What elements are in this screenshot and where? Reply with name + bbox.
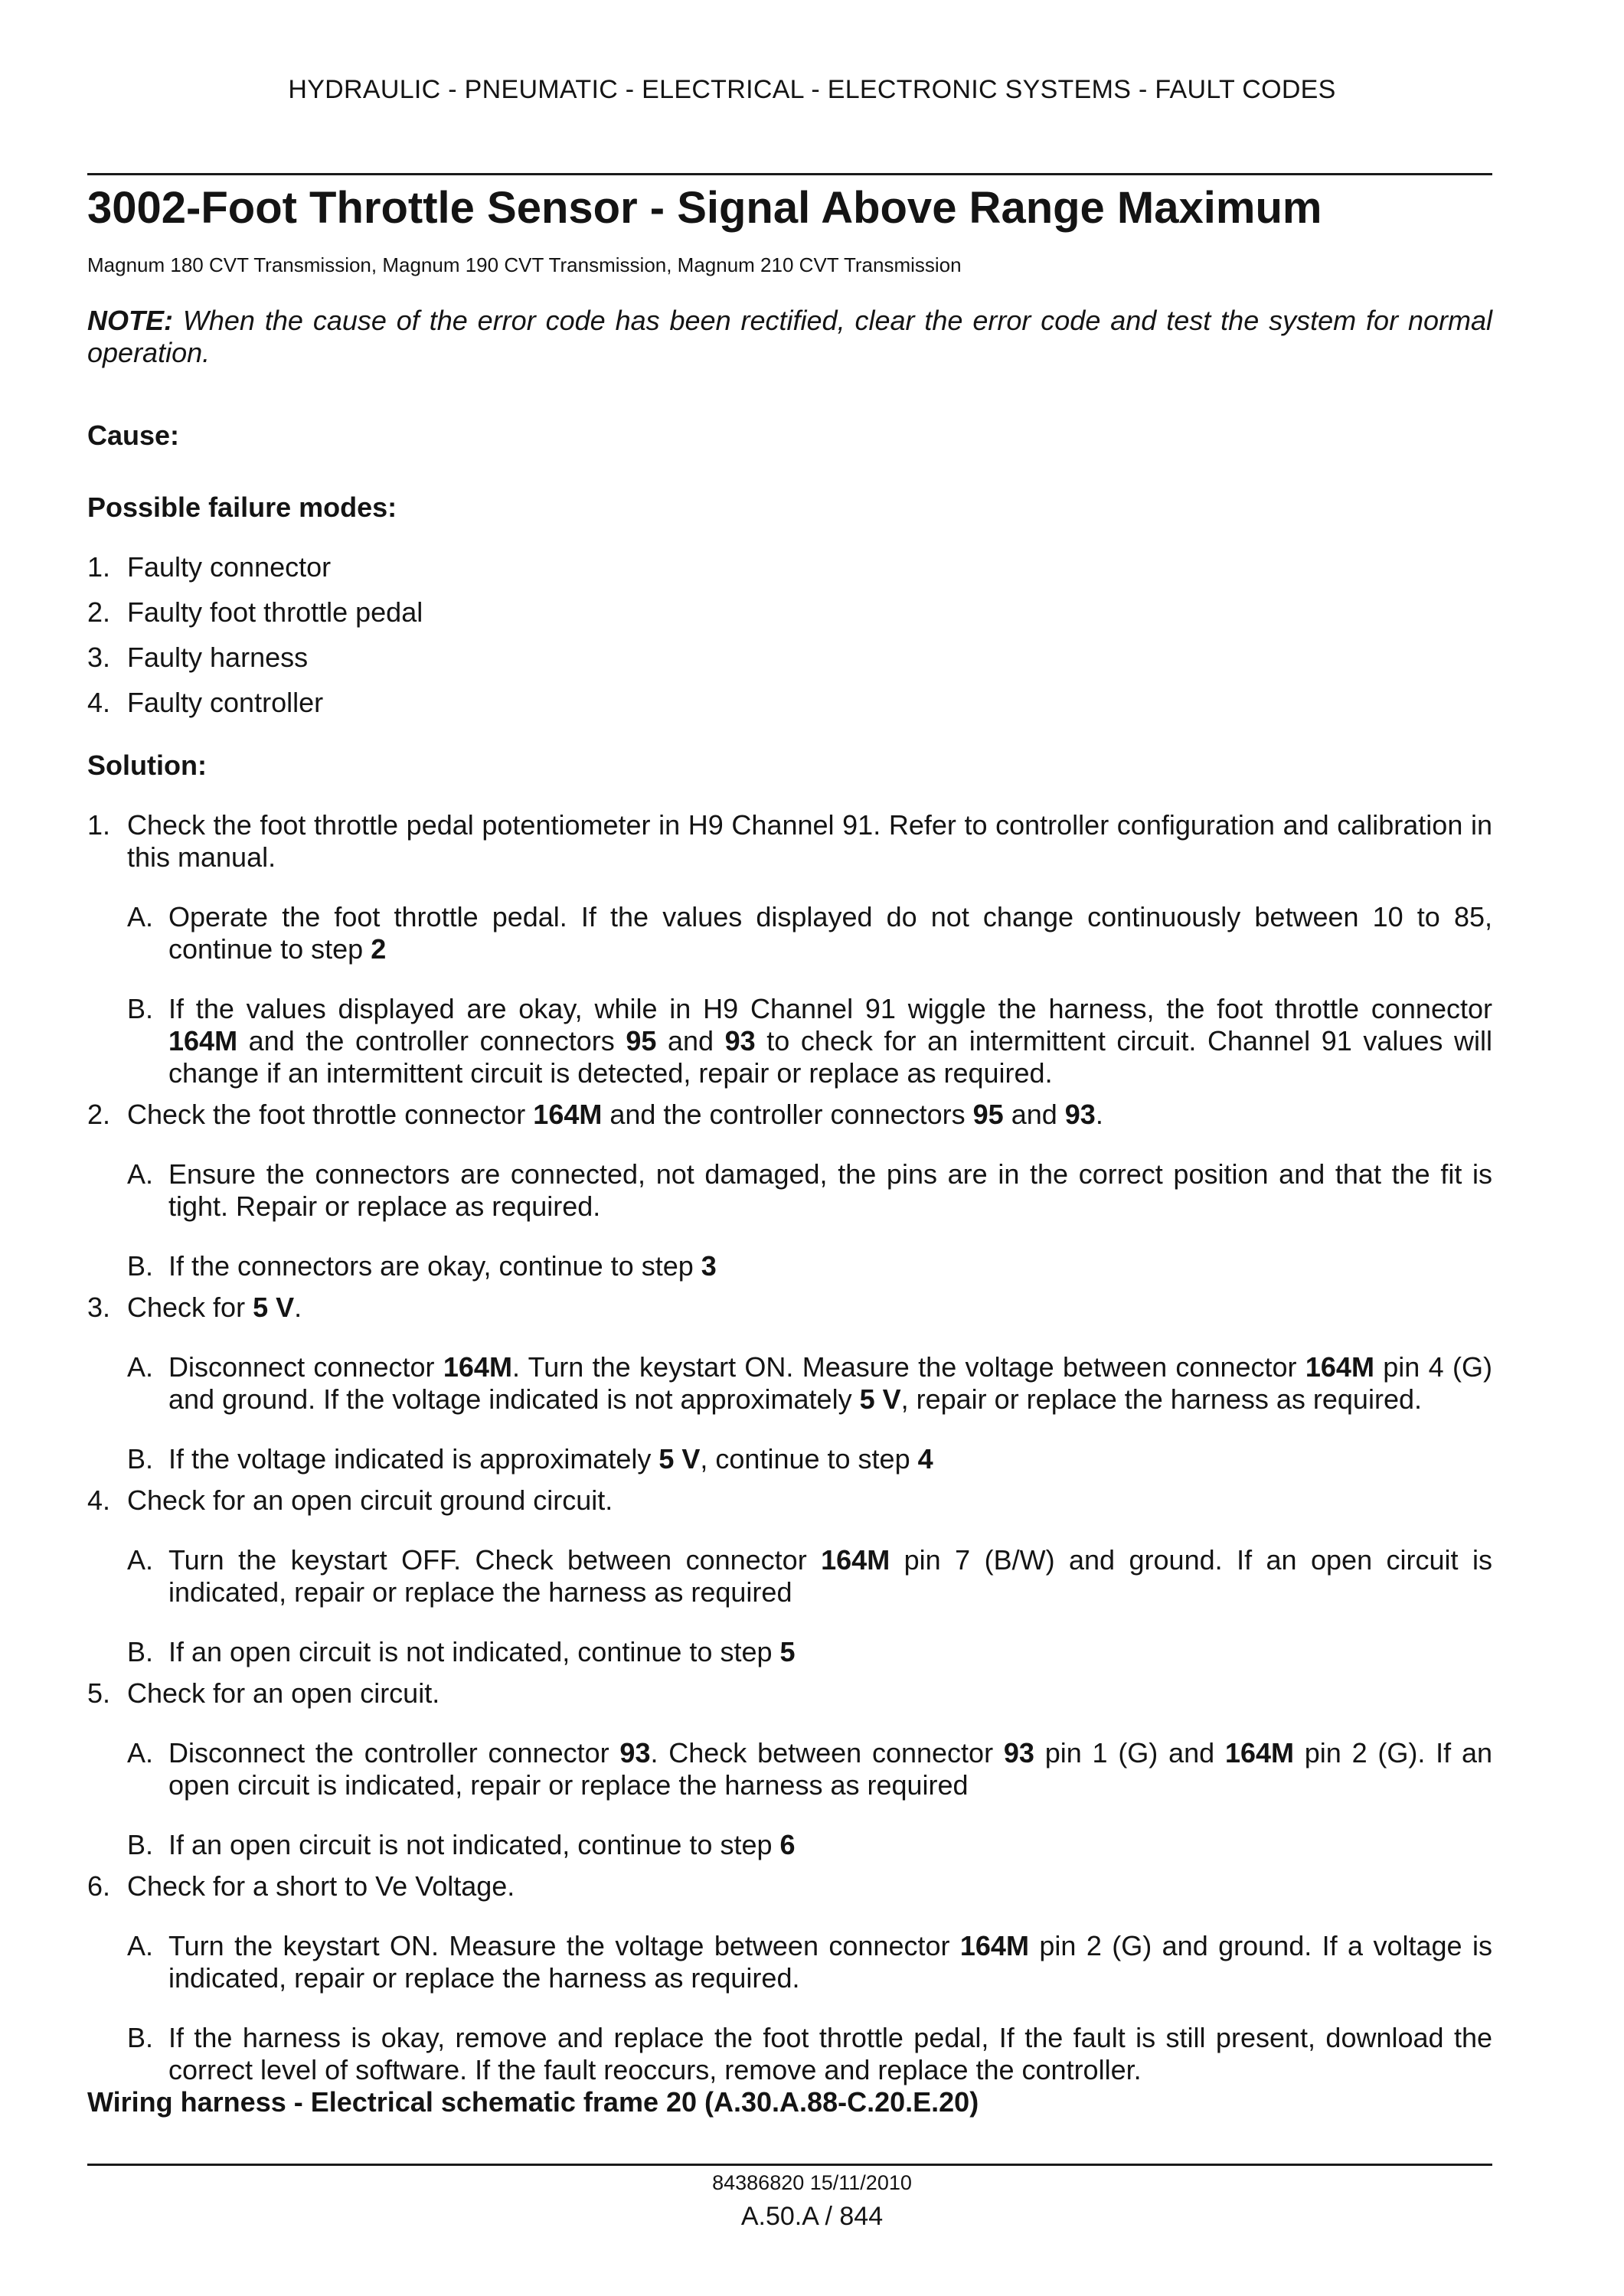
list-item	[87, 596, 1492, 629]
emphasis-text: 164M	[1224, 1737, 1294, 1769]
list-item-text: Faulty harness	[127, 642, 309, 673]
sub-step-letter: B.	[127, 1250, 154, 1282]
sub-step-text	[168, 2022, 1492, 2086]
solution-step	[87, 1870, 1492, 2086]
list-item-text: Faulty connector	[127, 551, 332, 583]
failure-modes-heading: Possible failure modes:	[87, 492, 397, 523]
reference-link[interactable]: Wiring harness - Electrical schematic frame 20 (A.30.A.88-C.20.E.20)	[87, 2086, 979, 2118]
list-item	[87, 642, 1492, 674]
step-text-run: If the harness is okay, remove and replace the foot throttle pedal, If the fault is still present, download the correct level of software. If the fault reoccurs, remove and replace the controller.	[168, 2022, 1492, 2085]
emphasis-text: 5	[779, 1636, 796, 1667]
step-text	[127, 809, 1492, 874]
solution-step	[87, 1292, 1492, 1475]
cause-heading: Cause:	[87, 420, 180, 451]
emphasis-text: 3	[701, 1250, 717, 1282]
step-text-run: Check the foot throttle pedal potentiometer in H9 Channel 91. Refer to controller configuration and calibration in this manual.	[127, 809, 1492, 873]
list-item	[87, 551, 1492, 583]
sub-step	[127, 1351, 1492, 1416]
header-divider	[87, 173, 1492, 175]
step-number: 5.	[87, 1677, 111, 1709]
step-line	[87, 1870, 1492, 1902]
step-text	[127, 1870, 1492, 1902]
sub-step-letter: A.	[127, 1544, 154, 1576]
emphasis-text: 5 V	[859, 1383, 901, 1415]
sub-step-text	[168, 1158, 1492, 1223]
step-text-run: Operate the foot throttle pedal. If the values displayed do not change continuously between 10 to 85, continue to step	[168, 901, 1492, 965]
sub-step	[127, 2022, 1492, 2086]
emphasis-text: 164M	[168, 1025, 238, 1057]
sub-step-text	[168, 1636, 1492, 1668]
step-text-run: Turn the keystart OFF. Check between connector	[168, 1544, 822, 1576]
step-text-run: pin 2 (G) and ground. If a voltage is indicated, repair or replace the harness as required.	[168, 1930, 1492, 1994]
step-text-run: and the controller connectors	[237, 1025, 626, 1057]
sub-step-letter: B.	[127, 2022, 154, 2053]
solution-step	[87, 1099, 1492, 1282]
step-text-run: pin 2 (G). If an open circuit is indicated, repair or replace the harness as required	[168, 1737, 1493, 1801]
sub-step	[127, 1158, 1492, 1223]
step-text-run: Disconnect connector	[168, 1351, 443, 1383]
list-item-text: Faulty foot throttle pedal	[127, 596, 423, 628]
solution-step	[87, 1677, 1492, 1861]
step-text-run: . Check between connector	[650, 1737, 1004, 1769]
sub-step-text	[168, 1829, 1492, 1861]
step-text-run: If the voltage indicated is approximately	[168, 1443, 659, 1475]
emphasis-text: 93	[724, 1025, 756, 1057]
step-text-run: and	[1003, 1099, 1065, 1130]
sub-step-letter: B.	[127, 993, 154, 1024]
step-line	[87, 1292, 1492, 1324]
sub-step-text	[168, 901, 1492, 965]
sub-step-letter: B.	[127, 1636, 154, 1667]
solution-heading: Solution:	[87, 750, 207, 781]
step-text-run: .	[1095, 1099, 1103, 1130]
list-item-number: 2.	[87, 596, 111, 628]
step-text-run: Check for a short to Ve Voltage.	[127, 1870, 515, 1902]
list-item-number: 3.	[87, 642, 111, 673]
solution-steps	[87, 809, 1492, 2086]
sub-step-text	[168, 1737, 1492, 1801]
applicability-line: Magnum 180 CVT Transmission, Magnum 190 CVT Transmission, Magnum 210 CVT Transmission	[87, 253, 962, 276]
step-text-run: pin 1 (G) and	[1034, 1737, 1225, 1769]
step-text-run: to check for an intermittent circuit. Channel 91 values will change if an intermittent circuit is detected, repair or replace as required.	[168, 1025, 1493, 1089]
step-text-run: , continue to step	[700, 1443, 918, 1475]
step-text-run: pin 4 (G) and ground. If the voltage indicated is not approximately	[168, 1351, 1493, 1415]
step-line	[87, 1484, 1492, 1517]
sub-step	[127, 1636, 1492, 1668]
content-area	[87, 178, 1492, 2118]
page-title: 3002-Foot Throttle Sensor - Signal Above Range Maximum	[87, 183, 1322, 233]
sub-step	[127, 1829, 1492, 1861]
sub-step-text	[168, 1930, 1492, 1994]
step-text-run: If the values displayed are okay, while in H9 Channel 91 wiggle the harness, the foot throttle connector	[168, 993, 1492, 1024]
sub-step	[127, 1544, 1492, 1609]
emphasis-text: 164M	[533, 1099, 603, 1130]
sub-step	[127, 1930, 1492, 1994]
step-text-run: Check for an open circuit.	[127, 1677, 440, 1709]
step-number: 6.	[87, 1870, 111, 1902]
step-text	[127, 1677, 1492, 1710]
step-number: 3.	[87, 1292, 111, 1323]
emphasis-text: 6	[779, 1829, 796, 1860]
step-text-run: .	[294, 1292, 302, 1323]
emphasis-text: 95	[972, 1099, 1004, 1130]
step-text-run: If the connectors are okay, continue to step	[168, 1250, 701, 1282]
sub-step	[127, 1443, 1492, 1475]
emphasis-text: 164M	[821, 1544, 890, 1576]
step-text	[127, 1099, 1492, 1131]
running-header: HYDRAULIC - PNEUMATIC - ELECTRICAL - ELECTRONIC SYSTEMS - FAULT CODES	[288, 75, 1336, 104]
step-text-run: Disconnect the controller connector	[168, 1737, 620, 1769]
emphasis-text: 164M	[1305, 1351, 1374, 1383]
page-number: A.50.A / 844	[740, 2202, 884, 2231]
emphasis-text: 93	[1064, 1099, 1096, 1130]
step-text-run: and the controller connectors	[602, 1099, 973, 1130]
sub-step-text	[168, 1250, 1492, 1282]
sub-step-letter: A.	[127, 1158, 154, 1190]
step-text	[127, 1292, 1492, 1324]
sub-step-text	[168, 993, 1492, 1089]
solution-step	[87, 1484, 1492, 1668]
solution-step	[87, 809, 1492, 1089]
step-line	[87, 809, 1492, 874]
step-text-run: pin 7 (B/W) and ground. If an open circuit is indicated, repair or replace the harness as required	[168, 1544, 1492, 1608]
sub-step-text	[168, 1443, 1492, 1475]
step-text-run: and	[656, 1025, 725, 1057]
step-line	[87, 1099, 1492, 1131]
step-text-run: Check for	[127, 1292, 253, 1323]
list-item-number: 1.	[87, 551, 111, 583]
step-text-run: Check the foot throttle connector	[127, 1099, 534, 1130]
step-text	[127, 1484, 1492, 1517]
emphasis-text: 93	[619, 1737, 651, 1769]
list-item-text: Faulty controller	[127, 687, 324, 718]
sub-step-text	[168, 1351, 1492, 1416]
emphasis-text: 5 V	[658, 1443, 701, 1475]
step-text-run: Turn the keystart ON. Measure the voltage between connector	[168, 1930, 960, 1961]
sub-step-letter: A.	[127, 901, 154, 932]
emphasis-text: 2	[371, 933, 387, 965]
note-label: NOTE:	[87, 305, 173, 336]
sub-step-letter: A.	[127, 1737, 154, 1769]
emphasis-text: 95	[626, 1025, 657, 1057]
step-line	[87, 1677, 1492, 1710]
sub-step-letter: B.	[127, 1829, 154, 1860]
sub-step	[127, 1250, 1492, 1282]
sub-step-letter: B.	[127, 1443, 154, 1475]
step-number: 1.	[87, 809, 111, 841]
sub-step	[127, 901, 1492, 965]
step-text-run: If an open circuit is not indicated, continue to step	[168, 1829, 780, 1860]
emphasis-text: 164M	[959, 1930, 1029, 1961]
step-number: 4.	[87, 1484, 111, 1516]
step-text-run: , repair or replace the harness as required.	[900, 1383, 1422, 1415]
document-id: 84386820 15/11/2010	[712, 2171, 912, 2194]
footer-divider	[87, 2164, 1492, 2166]
step-text-run: Ensure the connectors are connected, not damaged, the pins are in the correct position and that the fit is tight. Repair or replace as required.	[168, 1158, 1492, 1222]
note-text: When the cause of the error code has been rectified, clear the error code and test the system for normal operation.	[87, 305, 1492, 368]
step-text-run: Check for an open circuit ground circuit.	[127, 1484, 613, 1516]
list-item	[87, 687, 1492, 719]
step-text-run: If an open circuit is not indicated, continue to step	[168, 1636, 780, 1667]
list-item-number: 4.	[87, 687, 111, 718]
note-block	[87, 305, 1492, 369]
step-text-run: . Turn the keystart ON. Measure the voltage between connector	[511, 1351, 1305, 1383]
sub-step-letter: A.	[127, 1351, 154, 1383]
sub-step-letter: A.	[127, 1930, 154, 1961]
emphasis-text: 93	[1003, 1737, 1034, 1769]
sub-step	[127, 1737, 1492, 1801]
step-number: 2.	[87, 1099, 111, 1130]
emphasis-text: 4	[917, 1443, 933, 1475]
sub-step	[127, 993, 1492, 1089]
emphasis-text: 5 V	[253, 1292, 295, 1323]
emphasis-text: 164M	[443, 1351, 512, 1383]
failure-modes-list	[87, 551, 1492, 719]
sub-step-text	[168, 1544, 1492, 1609]
